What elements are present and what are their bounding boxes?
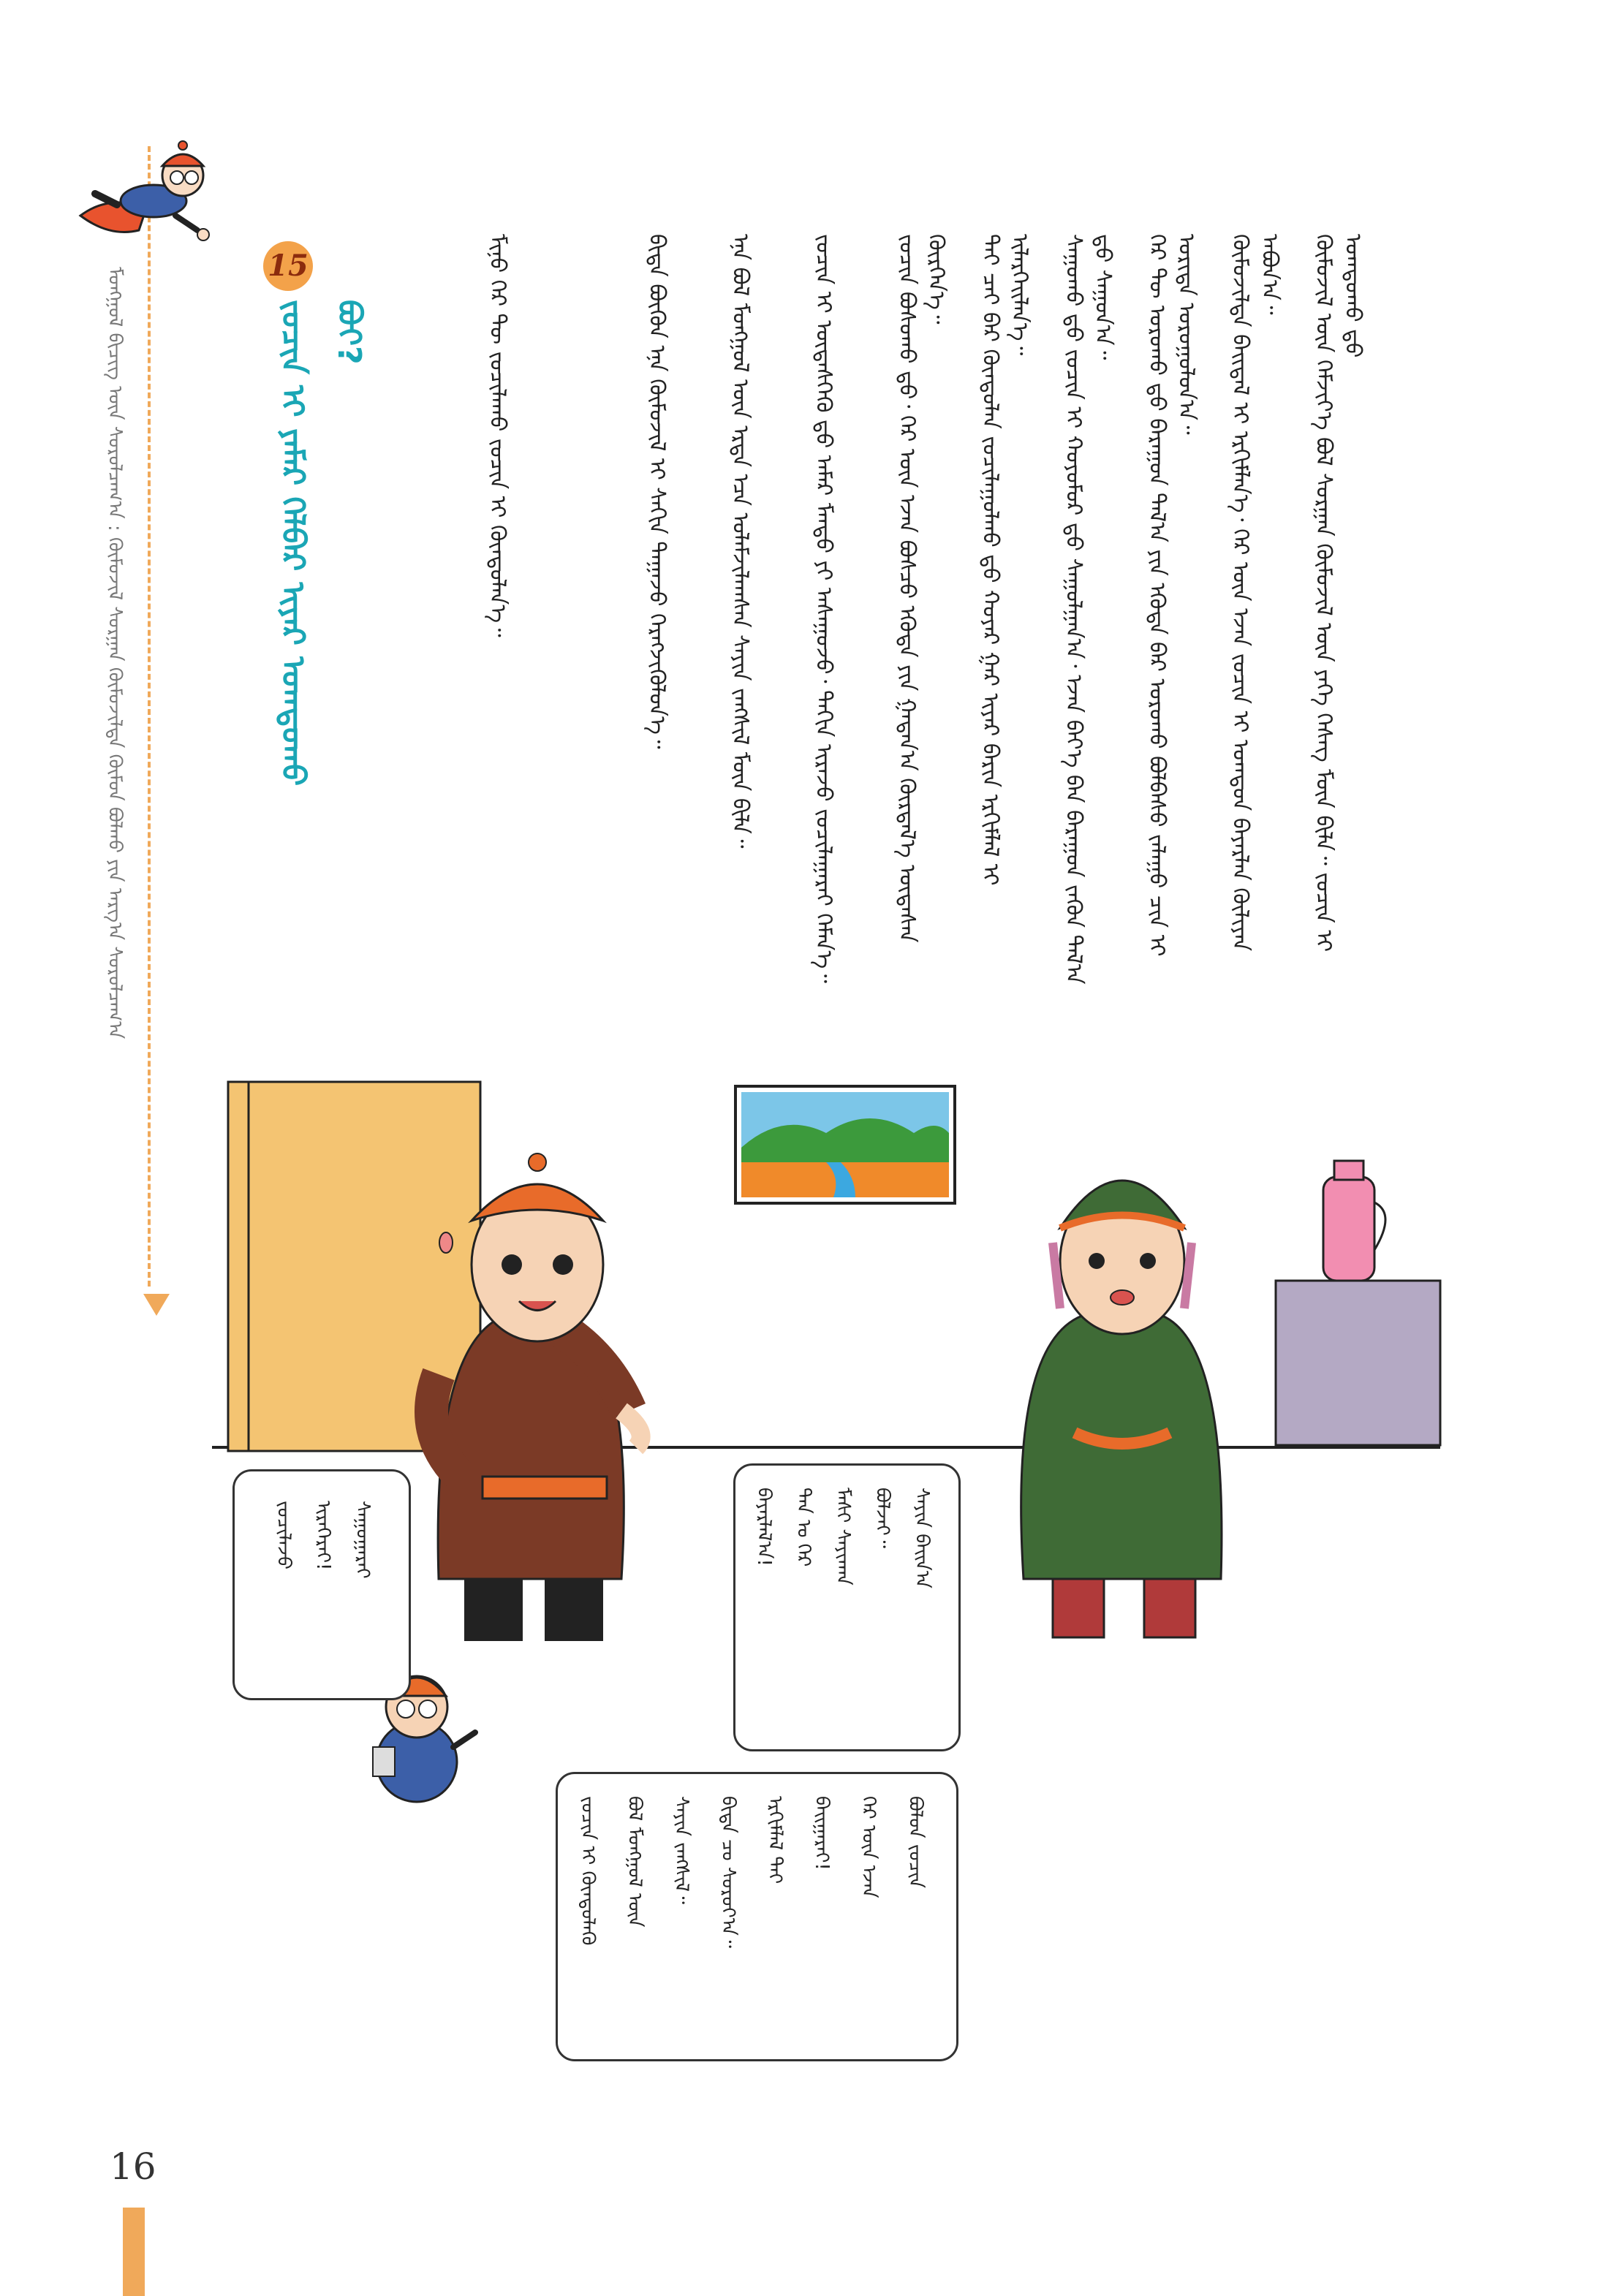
footer-accent-bar <box>123 2208 145 2296</box>
host-bubble-line-1: ᠵᠣᠴᠢᠯᠠᠵᠤ <box>273 1501 295 1570</box>
body-column-6: ᠵᠣᠴᠢᠨ ᠪᠣᠰᠤᠬᠤ ᠳ᠋ᠤ᠂ ᠭᠡᠷ ᠦᠨ ᠡᠵᠡᠨ ᠪᠣᠰᠴᠤ ᠡᠭᠦᠳᠡ ᠶᠢᠨ ᠭᠠᠳᠠᠨ᠎ᠠ ᠬᠦᠷᠲᠡᠯ᠎ᠡ ᠦᠳᠡᠰᠡᠨ ᠬᠦᠷᠭᠡᠨ᠎ᠡ᠃ <box>894 234 949 943</box>
margin-arrow-icon <box>143 1294 170 1316</box>
narrator-bubble-line-1: ᠵᠣᠴᠢᠨ ᠢ ᠬᠦᠨᠳᠦᠯᠡᠬᠦ <box>577 1796 599 1946</box>
guest-bubble-line-4: ᠪᠣᠯᠵᠠᠢ᠃ <box>871 1488 893 1548</box>
narrator-bubble-line-5: ᠡᠷᠬᠢᠮᠯᠡᠯ ᠲᠡᠢ <box>764 1796 786 1884</box>
body-column-10: ᠮᠢᠨᠤ ᠭᠡᠷ ᠲᠦ ᠵᠣᠴᠢᠯᠠᠬᠤ ᠵᠣᠴᠢᠨ ᠢ ᠬᠦᠨᠳᠦᠯᠡᠨ᠎ᠡ᠃ <box>485 234 510 637</box>
guest-character <box>1021 1181 1222 1637</box>
running-header: ᠮᠣᠩᠭᠣᠯ ᠪᠢᠴᠢᠭ᠌ ᠦᠨ ᠰᠤᠷᠤᠯᠴᠠᠭ᠎ᠠ : ᠬᠦᠮᠦᠵᠢᠯ ᠰᠤᠷᠭᠠᠨ ᠬᠦᠮᠦᠵᠢᠯᠲᠡ ᠬᠦᠮᠦᠨ ᠪᠣᠯᠬᠤ ᠶᠢᠨ ᠠᠷᠭ᠎ᠠ ᠰᠤᠷᠤᠯᠴᠠᠭ᠎ᠠ <box>104 267 126 1039</box>
body-column-5: ᠳᠡᠢ ᠴᠠᠢ ᠪᠡᠷ ᠬᠦᠨᠳᠦᠯᠡᠨ ᠵᠣᠴᠢᠯᠠᠭᠤᠯᠬᠤ ᠳ᠋ᠤ ᠬᠣᠶᠠᠷ ᠭᠠᠷ ᠢᠶᠠᠷ ᠪᠠᠷᠢᠨ ᠡᠷᠬᠢᠮᠯᠡᠯ ᠢ ᠢᠯᠡᠷᠬᠡᠢᠯᠡᠨ᠎ᠡ᠃ <box>977 234 1032 886</box>
narrator-bubble-line-2: ᠪᠣᠯ ᠮᠣᠩᠭᠣᠯ ᠦᠨ <box>624 1796 646 1928</box>
body-column-3: ᠭᠡᠷ ᠲᠦ ᠣᠷᠣᠬᠤ ᠳ᠋ᠤ ᠪᠠᠷᠠᠭᠤᠨ ᠲᠠᠯ᠎ᠠ ᠶᠢᠨ ᠡᠭᠦᠳᠡ ᠪᠡᠷ ᠣᠷᠣᠬᠤ ᠪᠣᠯᠪᠠᠰᠤ ᠵᠠᠯᠠᠭᠤ ᠴᠢᠨ ᠢ ᠤᠷᠢᠳᠠ ᠣᠷᠣᠭᠤᠯᠤᠨ᠎ᠠ᠃ <box>1144 234 1199 957</box>
narrator-speech-bubble <box>556 1772 958 2061</box>
body-column-1: ᠬᠦᠮᠦᠵᠢᠯ ᠦᠨ ᠬᠡᠮᠵᠢᠶ᠎ᠡ ᠪᠣᠯ ᠰᠤᠷᠭᠠᠨ ᠬᠦᠮᠦᠵᠢᠯ ᠦᠨ ᠶᠡᠬᠡ ᠬᠡᠰᠡᠭ ᠮᠥᠨ ᠪᠢᠯᠡ᠃ ᠵᠣᠴᠢᠨ ᠢ ᠤᠭᠲᠤᠬᠤ ᠳ᠋ᠤ <box>1311 234 1366 952</box>
narrator-bubble-line-8: ᠪᠣᠯᠣᠨ ᠵᠣᠴᠢᠨ <box>904 1796 926 1889</box>
host-bubble-line-3: ᠰᠠᠭᠤᠭᠠᠷᠠᠢ <box>352 1501 374 1579</box>
dashed-margin-line <box>148 146 151 1287</box>
page-number: 16 <box>110 2145 156 2188</box>
host-bubble-line-2: ᠢᠷᠡᠭᠡᠷᠡᠢ! <box>312 1501 334 1571</box>
guest-bubble-line-5: ᠰᠠᠶᠢᠨ ᠪᠠᠢᠨ᠎ᠠ <box>911 1488 933 1588</box>
guest-bubble-line-2: ᠲᠠᠨ ᠤ ᠭᠡᠷ <box>792 1488 814 1567</box>
host-speech-bubble <box>232 1469 411 1700</box>
landscape-painting <box>735 1086 955 1203</box>
guest-speech-bubble <box>733 1463 961 1751</box>
narrator-bubble-line-3: ᠰᠠᠶᠢᠨ ᠵᠠᠩᠱᠢᠯ᠃ <box>670 1796 692 1905</box>
thermos-flask <box>1323 1161 1385 1281</box>
body-column-4: ᠰᠠᠭᠤᠬᠤ ᠳ᠋ᠤ ᠵᠣᠴᠢᠨ ᠢ ᠬᠣᠶᠣᠮᠣᠷ ᠳ᠋ᠤ ᠰᠠᠭᠤᠯᠭᠠᠨ᠎ᠠ᠂ ᠡᠵᠡᠨ ᠪᠡᠶ᠎ᠡ ᠪᠡᠨ ᠪᠠᠷᠠᠭᠤᠨ ᠵᠡᠭᠦᠨ ᠲᠠᠯ᠎ᠠ ᠳ᠋ᠤ ᠰᠠᠭᠤᠨ᠎ᠠ᠃ <box>1061 234 1116 985</box>
narrator-bubble-line-4: ᠪᠢᠳᠡ ᠴᠤ ᠰᠤᠷᠤᠶ᠎ᠠ᠃ <box>717 1796 739 1949</box>
lesson-title: ᠵᠣᠴᠢᠨ ᠢ ᠶᠠᠮᠠᠷ ᠬᠡᠯᠪᠡᠷ ᠢᠶᠡᠷ ᠤᠭᠲᠤᠬᠤ ᠪᠤᠢ? <box>274 300 368 787</box>
guest-bubble-line-1: ᠪᠠᠶᠠᠷᠯᠠᠯ᠎ᠠ! <box>753 1488 775 1566</box>
body-column-7: ᠵᠣᠴᠢᠨ ᠢ ᠦᠳᠡᠰᠬᠡᠬᠦ ᠳ᠋ᠤ ᠠᠮᠠᠷ ᠮᠡᠨᠳᠦ ᠶᠢ ᠠᠰᠠᠭᠤᠵᠤ᠂ ᠳᠠᠬᠢᠨ ᠢᠷᠡᠵᠦ ᠵᠣᠴᠢᠯᠠᠭᠠᠷᠠᠢ ᠬᠡᠮᠡᠨ᠎ᠡ᠃ <box>811 234 836 983</box>
narrator-bubble-line-6: ᠪᠠᠢᠭᠠᠷᠠᠢ! <box>811 1796 833 1871</box>
lesson-number-badge: 15 <box>263 241 313 291</box>
side-cabinet <box>1276 1281 1440 1445</box>
flying-boy-mascot <box>66 135 212 274</box>
body-column-2: ᠬᠦᠮᠦᠵᠢᠯᠲᠡ ᠪᠠᠢᠳᠠᠯ ᠢ ᠡᠷᠬᠢᠮᠯᠡᠨ᠎ᠡ᠂ ᠭᠡᠷ ᠦᠨ ᠡᠵᠡᠨ ᠵᠣᠴᠢᠨ ᠢ ᠤᠭᠲᠤᠨ ᠪᠠᠶᠠᠷᠯᠠᠨ ᠬᠦᠯᠢᠶᠡᠨ ᠠᠪᠤᠨ᠎ᠠ᠃ <box>1227 234 1282 952</box>
body-column-8: ᠡᠨᠡ ᠪᠣᠯ ᠮᠣᠩᠭᠣᠯ ᠦᠨ ᠡᠷᠲᠡ ᠡᠴᠡ ᠤᠯᠠᠮᠵᠢᠯᠠᠭᠰᠠᠨ ᠰᠠᠶᠢᠨ ᠵᠠᠩᠱᠢᠯ ᠮᠥᠨ ᠪᠢᠯᠡ᠃ <box>727 234 753 849</box>
guest-bubble-line-3: ᠮᠠᠰᠢ ᠰᠠᠶᠢᠬᠠᠨ <box>832 1488 854 1585</box>
narrator-bubble-line-7: ᠭᠡᠷ ᠦᠨ ᠡᠵᠡᠨ <box>858 1796 879 1898</box>
body-column-9: ᠪᠢᠳᠡ ᠪᠦᠬᠦᠨ ᠡᠨᠡ ᠬᠦᠮᠦᠵᠢᠯ ᠢ ᠰᠠᠬᠢᠨ ᠳᠠᠭᠠᠵᠤ ᠬᠡᠷᠡᠭᠵᠢᠭᠦᠯᠦᠨ᠎ᠡ᠃ <box>644 234 670 749</box>
